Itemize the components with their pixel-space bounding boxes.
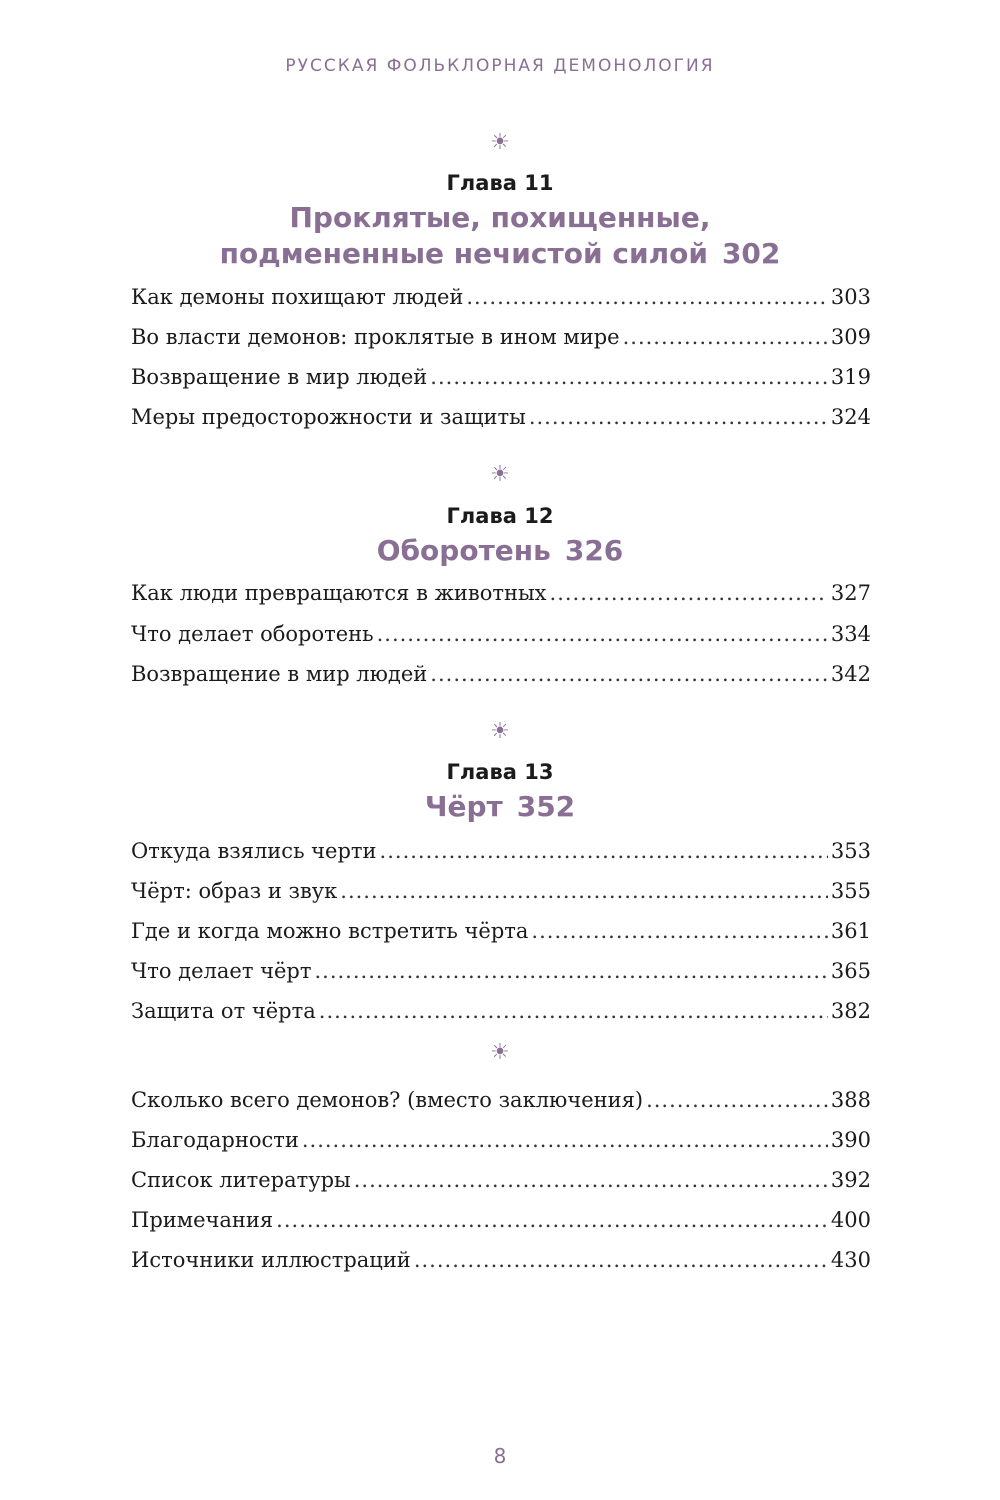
toc-entry[interactable] xyxy=(131,876,871,906)
dot-leader xyxy=(354,1165,828,1195)
chapter-page-number: 352 xyxy=(516,790,576,823)
toc-entry[interactable] xyxy=(131,659,871,689)
toc-entry-page: 342 xyxy=(830,662,871,686)
chapter-title-line: подмененные нечистой силой xyxy=(219,237,708,270)
toc-entry-title: Список литературы xyxy=(131,1168,351,1192)
toc-entry[interactable] xyxy=(131,1085,871,1115)
toc-entry-title: Защита от чёрта xyxy=(131,999,316,1023)
toc-entry[interactable] xyxy=(131,1205,871,1235)
toc-entry[interactable] xyxy=(131,916,871,946)
ornament-icon: ☀ xyxy=(490,130,510,155)
toc-entry-page: 334 xyxy=(830,622,871,646)
dot-leader xyxy=(377,619,828,649)
dot-leader xyxy=(529,402,828,432)
toc-entry-title: Возвращение в мир людей xyxy=(131,662,428,686)
dot-leader xyxy=(531,916,827,946)
toc-entry[interactable] xyxy=(131,956,871,986)
dot-leader xyxy=(319,996,828,1026)
toc-entry[interactable] xyxy=(131,578,871,608)
toc-entry[interactable] xyxy=(131,619,871,649)
dot-leader xyxy=(414,1245,828,1275)
toc-entry-page: 390 xyxy=(830,1128,871,1152)
dot-leader xyxy=(276,1205,828,1235)
toc-entry-title: Благодарности xyxy=(131,1128,299,1152)
toc-entry-title: Откуда взялись черти xyxy=(131,839,377,863)
chapter-label: Глава 13 xyxy=(446,760,554,784)
toc-entry-page: 388 xyxy=(830,1088,871,1112)
chapter-title-line: Оборотень xyxy=(376,534,551,567)
chapter-title-line: Проклятые, похищенные, xyxy=(289,201,711,234)
toc-entry-title: Как демоны похищают людей xyxy=(131,285,464,309)
toc-entry-title: Во власти демонов: проклятые в ином мире xyxy=(131,325,620,349)
toc-entry[interactable] xyxy=(131,836,871,866)
dot-leader xyxy=(550,578,828,608)
chapter-title xyxy=(0,200,1000,272)
toc-entry-title: Чёрт: образ и звук xyxy=(131,879,338,903)
toc-entry[interactable] xyxy=(131,362,871,392)
toc-entry-page: 382 xyxy=(830,999,871,1023)
chapter-label: Глава 11 xyxy=(446,171,554,195)
chapter-title xyxy=(0,533,1000,569)
toc-entry-page: 361 xyxy=(830,919,871,943)
toc-entry-title: Меры предосторожности и защиты xyxy=(131,405,526,429)
toc-entry-page: 355 xyxy=(830,879,871,903)
dot-leader xyxy=(340,876,828,906)
toc-entry-title: Примечания xyxy=(131,1208,274,1232)
toc-entry[interactable] xyxy=(131,282,871,312)
toc-entry-page: 324 xyxy=(830,405,871,429)
dot-leader xyxy=(302,1125,828,1155)
toc-entry-page: 353 xyxy=(830,839,871,863)
toc-entry[interactable] xyxy=(131,1245,871,1275)
chapter-title xyxy=(0,789,1000,825)
toc-entry-title: Сколько всего демонов? (вместо заключения) xyxy=(131,1088,644,1112)
chapter-page-number: 326 xyxy=(564,534,624,567)
toc-entry-title: Как люди превращаются в животных xyxy=(131,581,547,605)
chapter-label: Глава 12 xyxy=(446,504,554,528)
toc-entry-title: Возвращение в мир людей xyxy=(131,365,428,389)
dot-leader xyxy=(314,956,827,986)
dot-leader xyxy=(380,836,828,866)
ornament-icon: ☀ xyxy=(490,462,510,487)
dot-leader xyxy=(466,282,828,312)
dot-leader xyxy=(646,1085,828,1115)
ornament-icon: ☀ xyxy=(490,1040,510,1065)
toc-entry-page: 303 xyxy=(830,285,871,309)
toc-entry-title: Что делает чёрт xyxy=(131,959,312,983)
toc-entry-title: Что делает оборотень xyxy=(131,622,374,646)
chapter-page-number: 302 xyxy=(721,237,781,270)
dot-leader xyxy=(430,659,828,689)
toc-entry[interactable] xyxy=(131,996,871,1026)
dot-leader xyxy=(430,362,828,392)
page-number: 8 xyxy=(493,1444,507,1468)
toc-entry[interactable] xyxy=(131,402,871,432)
toc-entry-page: 392 xyxy=(830,1168,871,1192)
toc-entry-page: 309 xyxy=(830,325,871,349)
toc-entry-page: 400 xyxy=(830,1208,871,1232)
chapter-title-line: Чёрт xyxy=(424,790,503,823)
ornament-icon: ☀ xyxy=(490,719,510,744)
toc-entry-title: Источники иллюстраций xyxy=(131,1248,411,1272)
running-head: РУССКАЯ ФОЛЬКЛОРНАЯ ДЕМОНОЛОГИЯ xyxy=(285,56,715,76)
toc-entry-page: 319 xyxy=(830,365,871,389)
toc-entry[interactable] xyxy=(131,1165,871,1195)
toc-entry-page: 365 xyxy=(830,959,871,983)
toc-entry-page: 430 xyxy=(830,1248,871,1272)
toc-entry-title: Где и когда можно встретить чёрта xyxy=(131,919,529,943)
toc-entry[interactable] xyxy=(131,322,871,352)
dot-leader xyxy=(623,322,828,352)
toc-entry-page: 327 xyxy=(830,581,871,605)
toc-entry[interactable] xyxy=(131,1125,871,1155)
